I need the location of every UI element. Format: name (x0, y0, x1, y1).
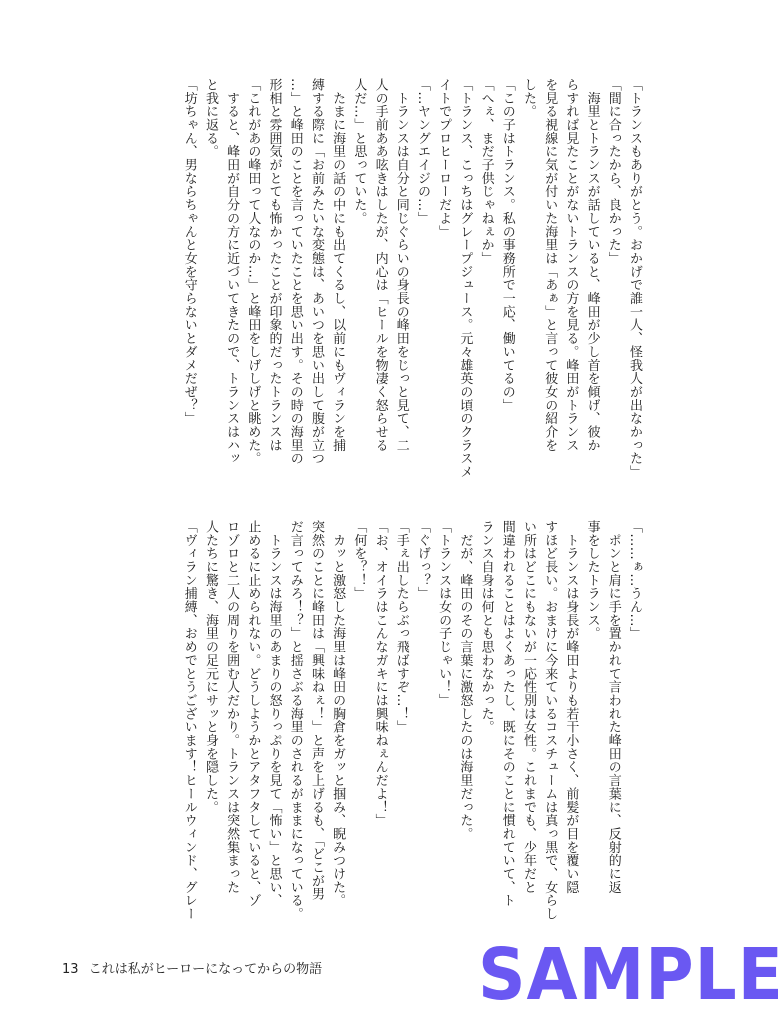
text-column-upper (70, 78, 645, 498)
text-column-lower (70, 520, 645, 935)
paragraph-line: 「トランス、こっちはグレープジュース。元々雄英の頃のクラスメ (457, 78, 473, 479)
paragraph-line: 「へぇ、まだ子供じゃねぇか」 (478, 78, 494, 265)
paragraph-line: 「ぐげっ？」 (414, 520, 430, 601)
paragraph-line: ランス自身は何とも思わなかった。 (478, 520, 494, 734)
paragraph-line: 止めるに止められない。どうしようかとアタフタしていると、ゾ (245, 520, 261, 908)
paragraph-line: 人の手前ああ呟きはしたが、内心は「ヒールを物凄く怒らせる (372, 78, 388, 452)
paragraph-line: すると、峰田が自分の方に近づいてきたので、トランスはハッ (224, 78, 240, 466)
paragraph-line: と我に返る。 (202, 78, 218, 159)
paragraph-line: 形相と雰囲気がとても怖かったことが印象的だったトランスは (266, 78, 282, 452)
paragraph-line: 「お、オイラはこんなガキには興味ねぇんだよ！」 (372, 520, 388, 828)
paragraph-line: 縛する際に「お前みたいな変態は、あいつを思い出して腹が立つ (308, 78, 324, 466)
paragraph-line: 「……ぁ…うん…」 (627, 520, 642, 641)
paragraph-line: だが、峰田のその言葉に激怒したのは海里だった。 (457, 520, 473, 841)
sample-watermark: SAMPLE (478, 933, 784, 1017)
paragraph-line: トランスは海里のあまりの怒りっぷりを見て「怖い」と思い、 (266, 520, 282, 908)
paragraph-line: 「この子はトランス。私の事務所で一応、働いてるの」 (499, 78, 515, 412)
paragraph-line: ポンと肩に手を置かれて言われた峰田の言葉に、反射的に返 (605, 520, 621, 894)
paragraph-line: 「トランスは女の子じゃい！」 (436, 520, 452, 707)
paragraph-line: イトでプロヒーローだよ」 (436, 78, 452, 239)
paragraph-line: い所はどこにもないが一応性別は女性。これまでも、少年だと (520, 520, 536, 894)
paragraph-line: 事をしたトランス。 (584, 520, 600, 641)
paragraph-line: した。 (520, 78, 536, 119)
paragraph-line: 「…ヤングエイジの…」 (414, 78, 430, 225)
paragraph-line: 「トランスもありがとう。おかげで誰一人、怪我人が出なかった」 (627, 78, 642, 479)
paragraph-line: すほど長い。おまけに今来ているコスチュームは真っ黒で、女らし (542, 520, 558, 921)
paragraph-line: 突然のことに峰田は「興味ねぇ！」と声を上げるも、「どこが男 (308, 520, 324, 901)
paragraph-line: 「坊ちゃん、男ならちゃんと女を守らないとダメだぜ？」 (181, 78, 197, 426)
page-footer (62, 958, 322, 977)
paragraph-line: 「これがあの峰田って人なのか…」と峰田をしげしげと眺めた。 (245, 78, 261, 466)
paragraph-line: 海里とトランスが話していると、峰田が少し首を傾げ、彼か (584, 78, 600, 452)
book-title: これは私がヒーローになってからの物語 (88, 962, 323, 977)
paragraph-line: 間違われることはよくあったし、既にそのことに慣れていて、ト (499, 520, 515, 908)
paragraph-line: トランスは身長が峰田よりも若干小さく、前髪が目を覆い隠 (563, 520, 579, 894)
paragraph-line: 「ヴィラン捕縛、おめでとうございます！ヒールウィンド、グレー (181, 520, 197, 921)
paragraph-line: トランスは自分と同じぐらいの身長の峰田をじっと見て、二 (393, 78, 409, 452)
paragraph-line: 人だ…」と思っていた。 (351, 78, 367, 225)
paragraph-line: 「間に合ったから、良かった」 (605, 78, 621, 265)
paragraph-line: 人たちに驚き、海里の足元にサッと身を隠した。 (202, 520, 218, 814)
paragraph-line: だ言ってみろ！？」と揺さぶる海里のされるがままになっている。 (287, 520, 303, 921)
paragraph-line: を見る視線に気が付いた海里は「あぁ」と言って彼女の紹介を (542, 78, 558, 452)
page-number: 13 (62, 962, 79, 977)
paragraph-line: らすれば見たことがないトランスの方を見る。峰田がトランス (563, 78, 579, 452)
paragraph-line: 「何を？！」 (351, 520, 367, 601)
paragraph-line: 「手ぇ出したらぶっ飛ばすぞ…！」 (393, 520, 409, 734)
paragraph-line: …」と峰田のことを言っていたことを思い出す。その時の海里の (287, 78, 303, 466)
paragraph-line: カッと激怒した海里は峰田の胸倉をガッと掴み、睨みつけた。 (330, 520, 346, 908)
paragraph-line: たまに海里の話の中にも出てくるし、以前にもヴィランを捕 (330, 78, 346, 452)
paragraph-line: ロゾロと二人の周りを囲む人だかり。トランスは突然集まった (224, 520, 240, 894)
